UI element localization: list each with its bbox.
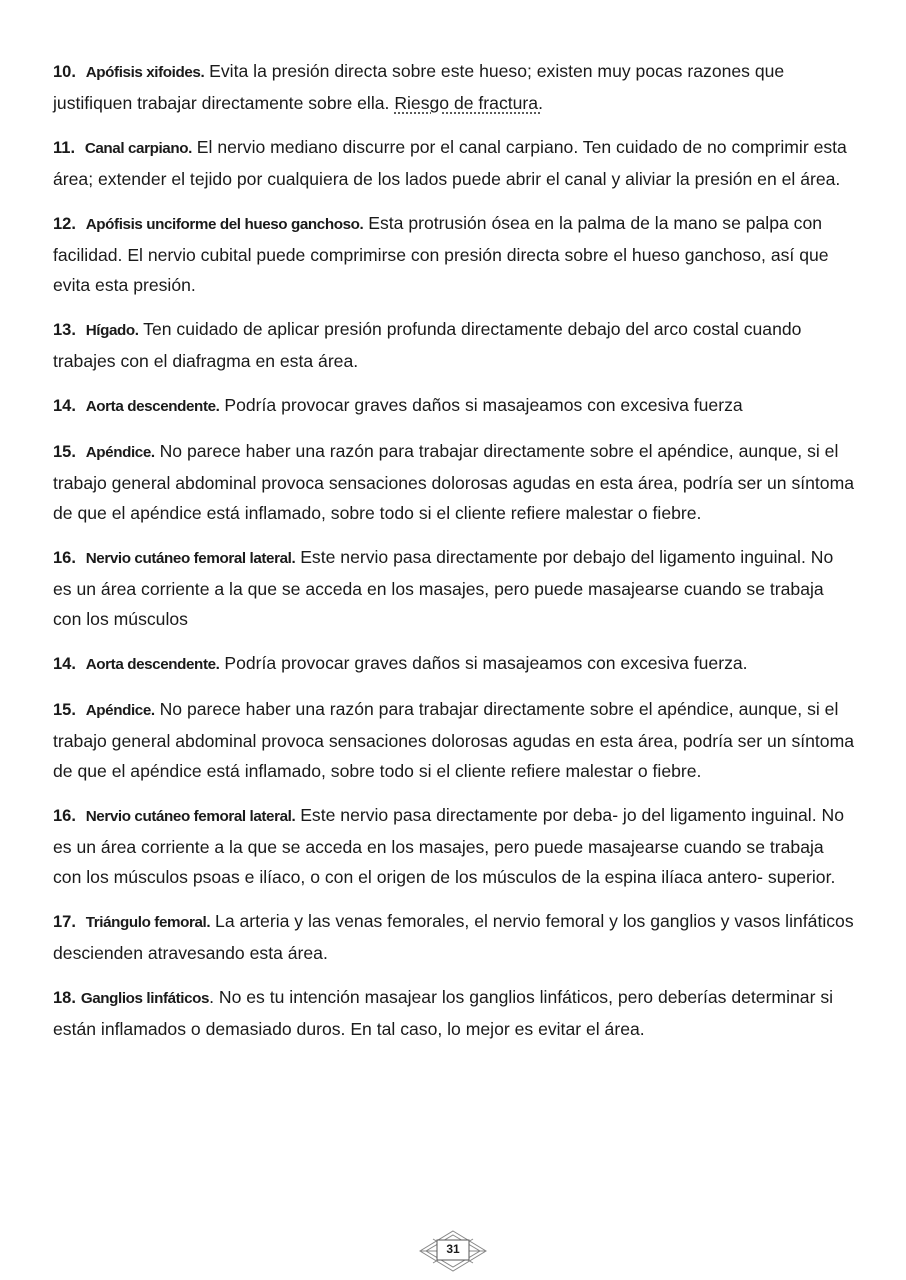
- entry-text: Este nervio pasa directamente por deba- jo del ligamento inguinal. No es un área corriente a la que se acceda en los masajes, pero puede masajearse cuando se trabaja con los músculos psoas e ilíaco, o con el origen de los músculos de la espina ilíaca antero- superior.: [53, 805, 844, 887]
- fracture-risk-link[interactable]: Riesgo de fractura.: [394, 93, 543, 113]
- entry-term: Apófisis xifoides.: [85, 64, 205, 81]
- entry-term: Aorta descendente.: [85, 656, 220, 673]
- entry-text: No parece haber una razón para trabajar directamente sobre el apéndice, aunque, si el trabajo general abdominal provoca sensaciones dolorosas agudas en esta área, podría ser un síntoma de que el apéndice está inflamado, sobre todo si el cliente refiere malestar o fiebre.: [53, 441, 855, 523]
- entry-text: . No es tu intención masajear los ganglios linfáticos, pero deberías determinar si están inflamados o demasiado duros. En tal caso, lo mejor es evitar el área.: [53, 987, 834, 1039]
- entry-number: 18.: [53, 989, 76, 1007]
- entry-12: [53, 208, 855, 300]
- entry-term: Apéndice.: [85, 702, 155, 719]
- entry-term: Apófisis unciforme del hueso ganchoso.: [85, 216, 364, 233]
- entry-text: La arteria y las venas femorales, el nervio femoral y los ganglios y vasos linfáticos descienden atravesando esta área.: [53, 911, 854, 963]
- entry-15-repeat: [53, 694, 855, 786]
- entry-text: El nervio mediano discurre por el canal carpiano. Ten cuidado de no comprimir esta área; extender el tejido por cualquiera de los lados puede abrir el canal y aliviar la presión en el área.: [53, 137, 847, 189]
- entry-text: Podría provocar graves daños si masajeamos con excesiva fuerza.: [219, 653, 748, 673]
- entry-number: 14.: [53, 655, 76, 673]
- entry-term: Canal carpiano.: [84, 140, 192, 157]
- entry-text: Ten cuidado de aplicar presión profunda directamente debajo del arco costal cuando trabajes con el diafragma en esta área.: [53, 319, 802, 371]
- entry-15: [53, 436, 855, 528]
- entry-term: Ganglios linfáticos: [80, 990, 210, 1007]
- entry-term: Hígado.: [85, 322, 139, 339]
- entry-number: 13.: [53, 321, 76, 339]
- entry-number: 16.: [53, 549, 76, 567]
- entry-number: 12.: [53, 215, 76, 233]
- entry-term: Triángulo femoral.: [85, 914, 211, 931]
- entry-term: Apéndice.: [85, 444, 155, 461]
- document-body: [53, 56, 855, 1058]
- entry-term: Nervio cutáneo femoral lateral.: [85, 550, 296, 567]
- entry-14-repeat: [53, 648, 855, 680]
- entry-number: 14.: [53, 397, 76, 415]
- entry-number: 17.: [53, 913, 76, 931]
- entry-13: [53, 314, 855, 376]
- entry-11: [53, 132, 855, 194]
- entry-text: Esta protrusión ósea en la palma de la mano se palpa con facilidad. El nervio cubital puede comprimirse con presión directa sobre el hueso ganchoso, así que evita esta presión.: [53, 213, 829, 295]
- entry-text: Evita la presión directa sobre este hueso; existen muy pocas razones que justifiquen trabajar directamente sobre ella.: [53, 61, 785, 113]
- page-footer: [0, 1230, 906, 1272]
- entry-term: Nervio cutáneo femoral lateral.: [85, 808, 296, 825]
- entry-number: 15.: [53, 701, 76, 719]
- entry-text: Podría provocar graves daños si masajeamos con excesiva fuerza: [219, 395, 743, 415]
- entry-number: 16.: [53, 807, 76, 825]
- entry-text: No parece haber una razón para trabajar directamente sobre el apéndice, aunque, si el trabajo general abdominal provoca sensaciones dolorosas agudas en esta área, podría ser un síntoma de que el apéndice está inflamado, sobre todo si el cliente refiere malestar o fiebre.: [53, 699, 855, 781]
- entry-number: 10.: [53, 63, 76, 81]
- entry-14: [53, 390, 855, 422]
- entry-10: [53, 56, 855, 118]
- entry-text: Este nervio pasa directamente por debajo del ligamento inguinal. No es un área corriente a la que se acceda en los masajes, pero puede masajearse cuando se trabaja con los músculos: [53, 547, 834, 629]
- entry-16: [53, 542, 855, 634]
- entry-18: [53, 982, 855, 1044]
- entry-term: Aorta descendente.: [85, 398, 220, 415]
- entry-number: 11.: [53, 139, 76, 157]
- entry-number: 15.: [53, 443, 76, 461]
- entry-16-repeat: [53, 800, 855, 892]
- page-number: 31: [446, 1242, 460, 1256]
- entry-17: [53, 906, 855, 968]
